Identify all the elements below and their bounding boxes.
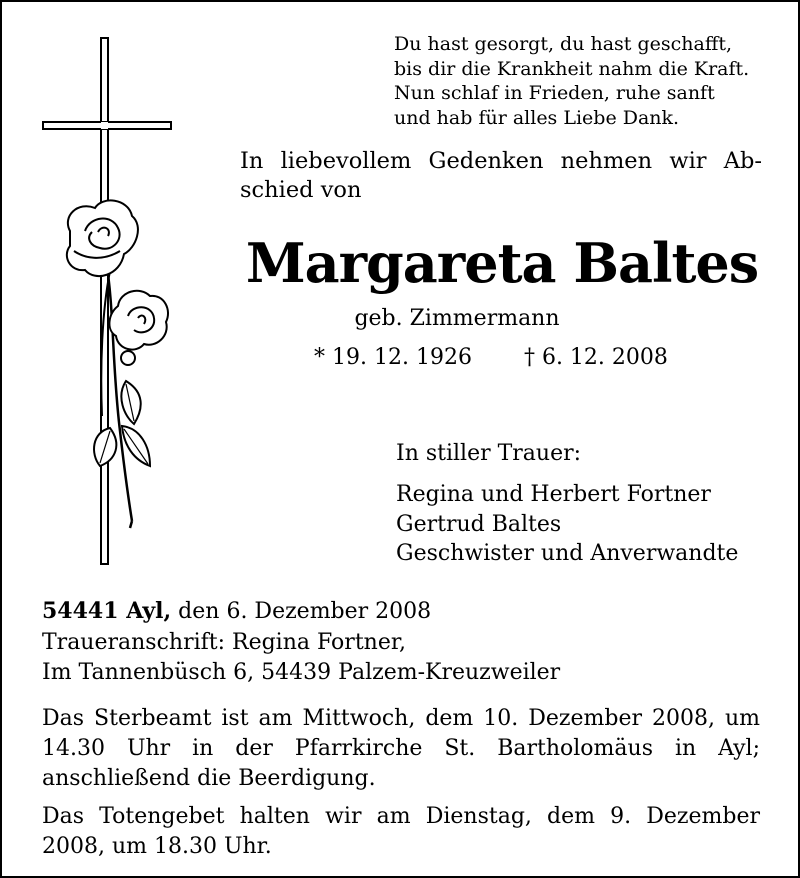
birth-name: geb. Zimmermann (354, 306, 560, 331)
mourning-address (42, 628, 560, 688)
poem (394, 32, 749, 130)
birth-date: * 19. 12. 1926 (314, 345, 472, 370)
mourning-label: In stiller Trauer: (396, 441, 582, 466)
mourner-name: Geschwister und Anverwandte (396, 541, 739, 566)
poem-line: und hab für alles Liebe Dank. (394, 106, 680, 129)
address-line: Im Tannenbüsch 6, 54439 Palzem-Kreuzweiler (42, 660, 561, 685)
mourner-list (396, 480, 738, 569)
date: den 6. Dezember 2008 (171, 599, 432, 624)
poem-line: Nun schlaf in Frieden, ruhe sanft (394, 82, 715, 104)
intro-line: schied von (240, 177, 362, 203)
life-dates (314, 343, 668, 373)
poem-line: Du hast gesorgt, du hast geschafft, (394, 33, 733, 55)
place: 54441 Ayl, (42, 598, 172, 624)
mourner-name: Gertrud Baltes (396, 511, 562, 537)
mourner-name: Regina und Herbert Fortner (396, 482, 711, 507)
death-date: † 6. 12. 2008 (523, 345, 668, 370)
prayer-info: Das Totengebet halten wir am Dienstag, dem 9. Dezember 2008, um 18.30 Uhr. (42, 804, 760, 859)
intro-line: In liebevollem Gedenken nehmen wir Ab- (240, 148, 762, 174)
poem-line: bis dir die Krankheit nahm die Kraft. (394, 57, 750, 80)
funeral-mass-info: Das Sterbeamt ist am Mittwoch, dem 10. Dezember 2008, um 14.30 Uhr in der Pfarrkirche St. Bartholomäus in Ayl; anschließend die Beerdigung. (42, 706, 760, 791)
deceased-name: Margareta Baltes (245, 231, 759, 295)
place-date-line (42, 596, 431, 627)
address-line: Traueranschrift: Regina Fortner, (42, 630, 406, 655)
cross-with-roses-icon (40, 36, 180, 576)
intro-text (240, 147, 762, 205)
